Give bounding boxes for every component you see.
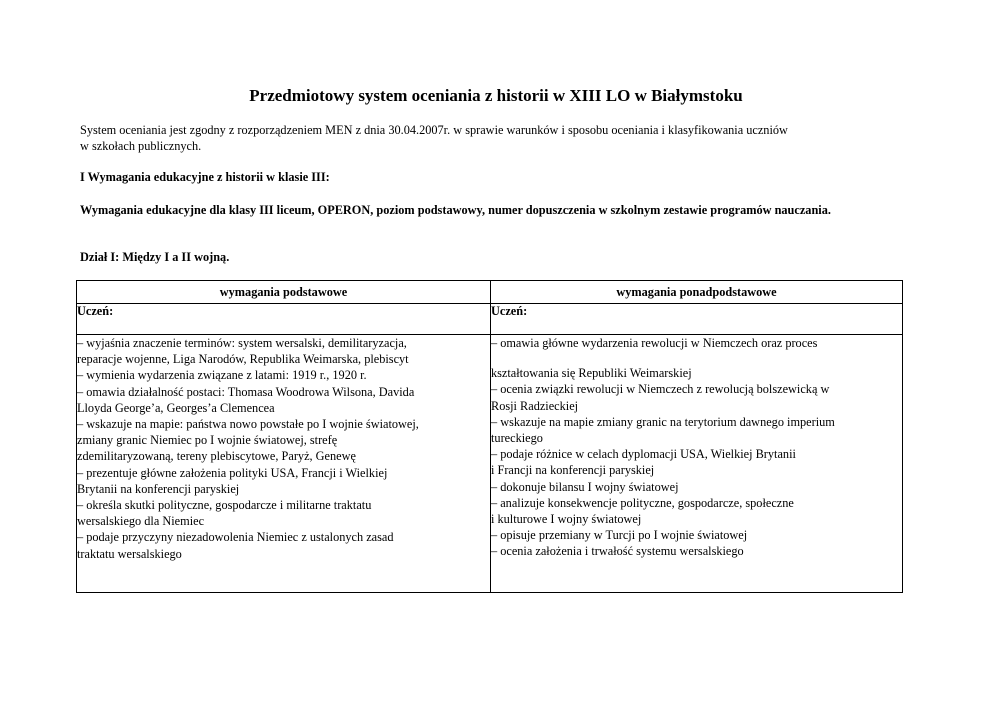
list-item: – określa skutki polityczne, gospodarcze i militarne traktatu [77,498,372,513]
list-item: i kulturowe I wojny światowej [491,512,642,527]
list-item: – omawia działalność postaci: Thomasa Woodrowa Wilsona, Davida [77,384,415,399]
list-item: – wyjaśnia znaczenie terminów: system wersalski, demilitaryzacja, [77,336,407,350]
advanced-requirements-cell [491,335,903,593]
basic-requirements-cell [77,335,491,593]
intro-paragraph [80,122,920,154]
list-item: – ocenia związki rewolucji w Niemczech z rewolucją bolszewicką w [491,382,830,397]
list-item: Rosji Radzieckiej [491,398,579,413]
header-basic: wymagania podstawowe [77,281,491,304]
list-item: – podaje przyczyny niezadowolenia Niemiec z ustalonych zasad [77,530,394,545]
list-item: reparacje wojenne, Liga Narodów, Republika Weimarska, plebiscyt [77,352,409,367]
list-item: – wymienia wydarzenia związane z latami: 1919 r., 1920 r. [77,368,367,383]
list-item: Brytanii na konferencji paryskiej [77,481,240,496]
header-advanced: wymagania ponadpodstawowe [491,281,903,304]
list-item: – dokonuje bilansu I wojny światowej [491,479,679,494]
list-item: Lloyda George’a, Georges’a Clemencea [77,400,275,415]
list-item: – ocenia założenia i trwałość systemu wersalskiego [491,544,744,559]
intro-line: System oceniania jest zgodny z rozporządzeniem MEN z dnia 30.04.2007r. w sprawie warunków i sposobu oceniania i klasyfikowania uczniów [80,123,788,137]
uczen-row [77,304,903,335]
list-item: kształtowania się Republiki Weimarskiej [491,366,692,381]
list-item: – wskazuje na mapie zmiany granic na terytorium dawnego imperium [491,414,835,429]
list-item: i Francji na konferencji paryskiej [491,463,655,478]
list-item: – analizuje konsekwencje polityczne, gospodarcze, społeczne [491,495,794,510]
table-header-row [77,281,903,304]
list-item: traktatu wersalskiego [77,546,182,561]
list-item: zmiany granic Niemiec po I wojnie światowej, strefę [77,433,338,448]
list-item: – omawia główne wydarzenia rewolucji w Niemczech oraz proces [491,336,818,350]
uczen-label-advanced: Uczeń: [491,304,903,335]
requirements-heading: Wymagania edukacyjne dla klasy III liceum, OPERON, poziom podstawowy, numer dopuszczenia w szkolnym zestawie programów nauczania. [80,203,831,217]
uczen-label-basic: Uczeń: [77,304,491,335]
requirements-table [76,280,903,593]
section-heading: I Wymagania edukacyjne z historii w klasie III: [80,170,330,184]
list-item: – prezentuje główne założenia polityki USA, Francji i Wielkiej [77,465,388,480]
list-item: tureckiego [491,431,543,446]
list-item: zdemilitaryzowaną, tereny plebiscytowe, Paryż, Genewę [77,449,356,464]
list-item: – wskazuje na mapie: państwa nowo powstałe po I wojnie światowej, [77,417,419,432]
page-title: Przedmiotowy system oceniania z historii w XIII LO w Białymstoku [249,86,743,105]
list-item: – podaje różnice w celach dyplomacji USA, Wielkiej Brytanii [491,447,796,462]
list-item: wersalskiego dla Niemiec [77,514,205,529]
table-body-row [77,335,903,593]
list-item: – opisuje przemiany w Turcji po I wojnie światowej [491,528,748,543]
intro-line: w szkołach publicznych. [80,139,202,154]
dzial-heading: Dział I: Między I a II wojną. [80,250,230,264]
